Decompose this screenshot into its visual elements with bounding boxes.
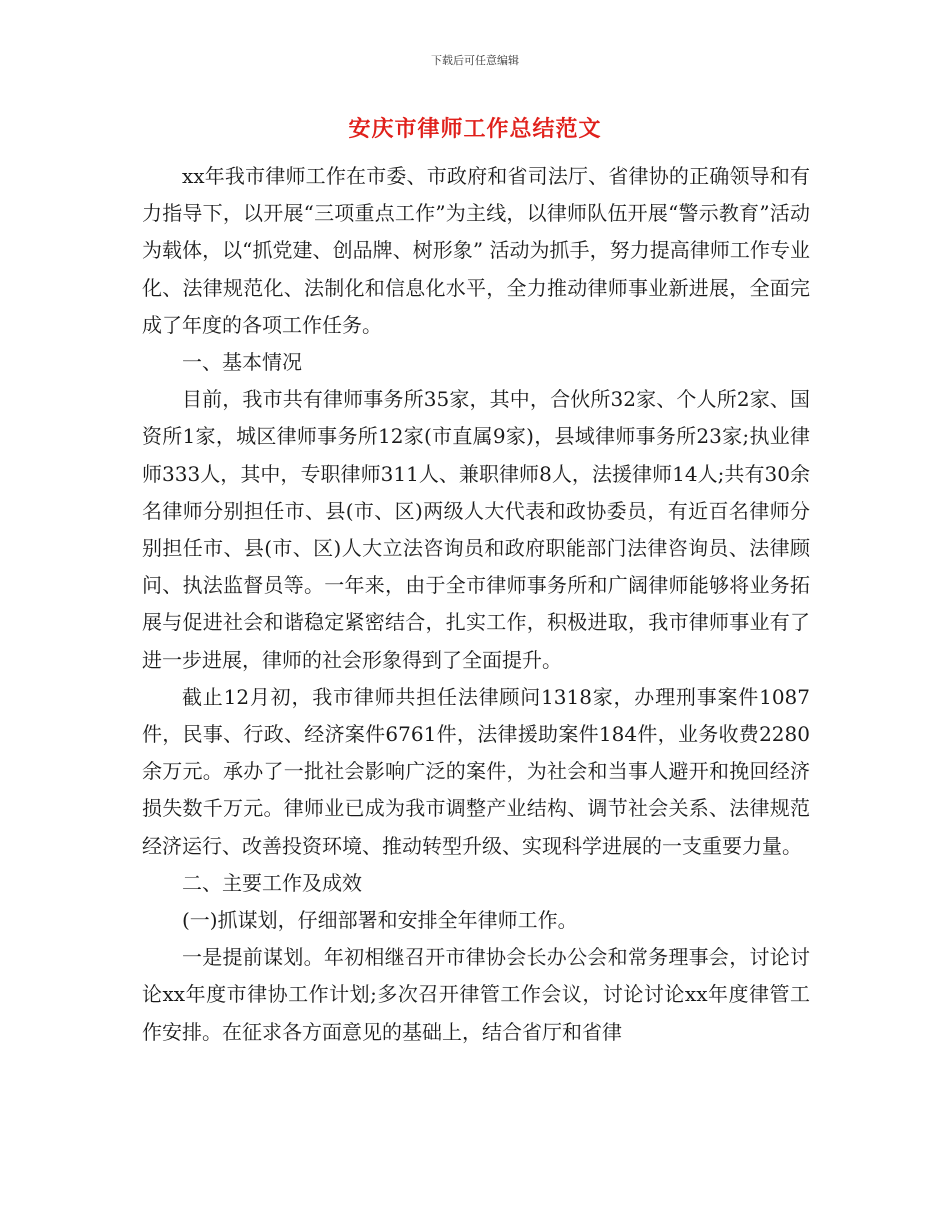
section-heading-main-work: 二、主要工作及成效	[182, 870, 362, 895]
paragraph-intro: xx年我市律师工作在市委、市政府和省司法厅、省律协的正确领导和有力指导下，以开展“三项重点工作”为主线，以律师队伍开展“警示教育”活动为载体，以“抓党建、创品牌、树形象” 活动为抓手，努力提高律师工作专业化、法律规范化、法制化和信息化水平，全力推动律师事业新进展，全面完成了年度的各项工作任务。	[142, 164, 810, 337]
section-heading-basic: 一、基本情况	[182, 350, 302, 375]
page-header-note: 下载后可任意编辑	[431, 54, 519, 67]
paragraph-basic-info: 目前，我市共有律师事务所35家，其中，合伙所32家、个人所2家、国资所1家，城区律师事务所12家(市直属9家)，县域律师事务所23家;执业律师333人，其中，专职律师311人、兼职律师8人，法援律师14人;共有30余名律师分别担任市、县(市、区)两级人大代表和政协委员，有近百名律师分别担任市、县(市、区)人大立法咨询员和政府职能部门法律咨询员、法律顾问、执法监督员等。一年来，由于全市律师事务所和广阔律师能够将业务拓展与促进社会和谐稳定紧密结合，扎实工作，积极进取，我市律师事业有了进一步进展，律师的社会形象得到了全面提升。	[142, 387, 810, 672]
subsection-heading-planning: (一)抓谋划，仔细部署和安排全年律师工作。	[182, 908, 578, 933]
paragraph-statistics: 截止12月初，我市律师共担任法律顾问1318家，办理刑事案件1087件，民事、行政、经济案件6761件，法律援助案件184件，业务收费2280余万元。承办了一批社会影响广泛的案件，为社会和当事人避开和挽回经济损失数千万元。律师业已成为我市调整产业结构、调节社会关系、法律规范经济运行、改善投资环境、推动转型升级、实现科学进展的一支重要力量。	[142, 684, 810, 858]
document-title: 安庆市律师工作总结范文	[348, 117, 602, 142]
paragraph-planning: 一是提前谋划。年初相继召开市律协会长办公会和常务理事会，讨论讨论xx年度市律协工作计划;多次召开律管工作会议，讨论讨论xx年度律管工作安排。在征求各方面意见的基础上，结合省厅和省律	[142, 945, 810, 1044]
document-body	[142, 158, 810, 1051]
